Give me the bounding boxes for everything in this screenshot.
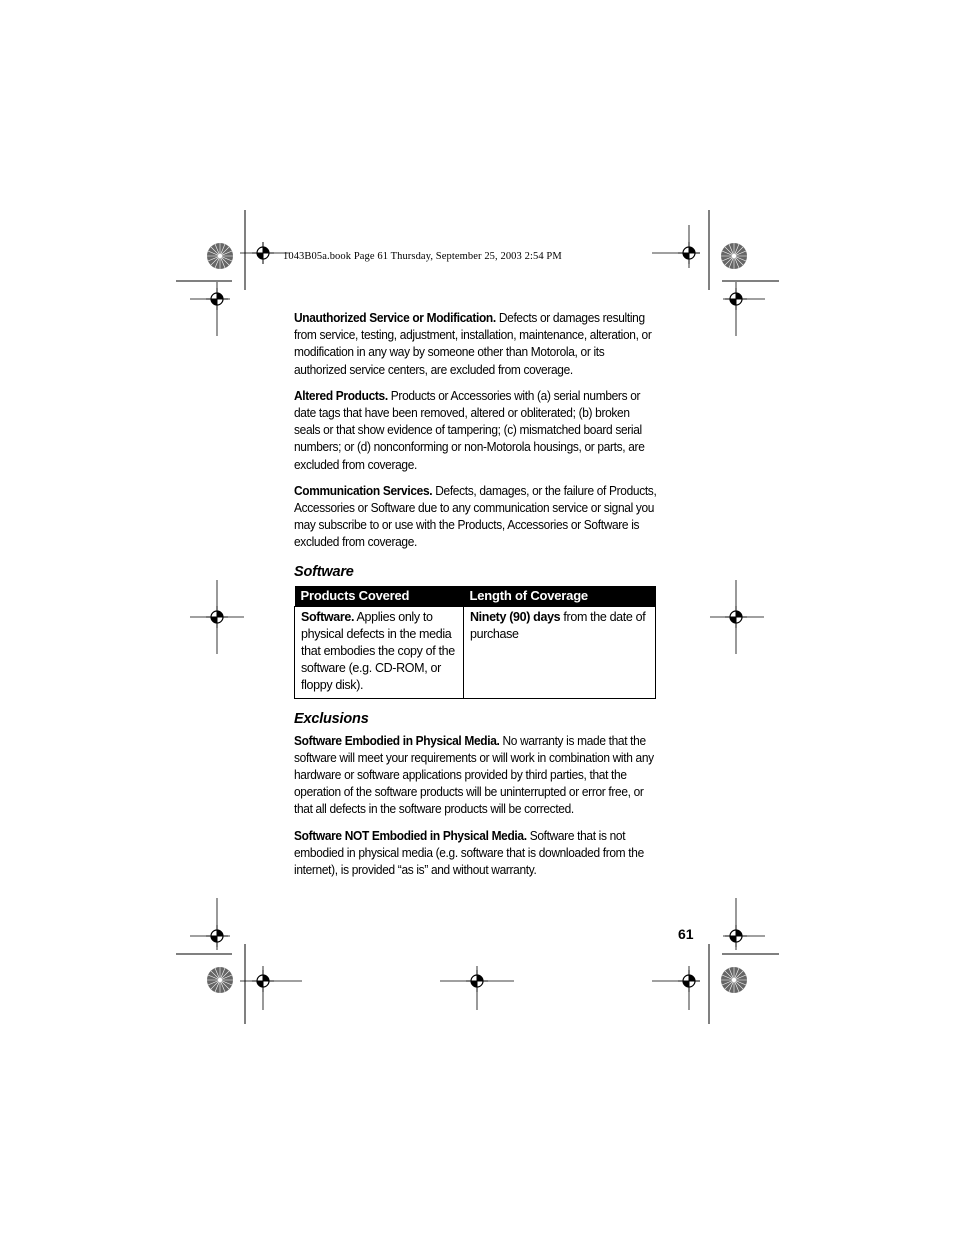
paragraph-heading: Software NOT Embodied in Physical Media. — [294, 828, 527, 843]
color-target-icon — [207, 243, 233, 269]
paragraph-altered-products — [294, 388, 657, 474]
paragraph-text: Software that is not embodied in physical media (e.g. software that is downloaded from the internet), is provided “as is” and without warranty. — [294, 828, 644, 878]
paragraph-heading: Software Embodied in Physical Media. — [294, 733, 500, 748]
column-header: Products Covered — [295, 586, 464, 607]
cell-heading: Ninety (90) days — [470, 609, 561, 624]
paragraph-heading: Altered Products. — [294, 388, 388, 403]
print-slug: 1043B05a.book Page 61 Thursday, September 25, 2003 2:54 PM — [283, 251, 562, 262]
table-cell-coverage — [464, 606, 656, 698]
table-cell-product — [295, 606, 464, 698]
paragraph-text: Defects, damages, or the failure of Products, Accessories or Software due to any communication service or signal you may subscribe to or use with the Products, Accessories or Software is excluded from coverage. — [294, 483, 657, 550]
cell-text: Applies only to physical defects in the media that embodies the copy of the software (e.g. CD-ROM, or floppy disk). — [301, 609, 455, 693]
paragraph-unauthorized-service — [294, 310, 657, 379]
cell-heading: Software. — [301, 609, 355, 624]
paragraph-heading: Communication Services. — [294, 483, 433, 498]
section-title-exclusions: Exclusions — [294, 710, 369, 727]
page-content — [294, 310, 656, 888]
paragraph-text: No warranty is made that the software will meet your requirements or will work in combination with any hardware or software applications provided by third parties, that the operation of the software products will be uninterrupted or error free, or that all defects in the software products will be corrected. — [294, 733, 654, 817]
section-title-software: Software — [294, 563, 354, 580]
paragraph-software-not-physical-media — [294, 828, 657, 880]
paragraph-heading: Unauthorized Service or Modification. — [294, 311, 496, 325]
paragraph-text: Products or Accessories with (a) serial numbers or date tags that have been removed, altered or obliterated; (b) broken seals or that show evidence of tampering; (c) mismatched board serial numbers; or (d) nonconforming or non-Motorola housings, or parts, are excluded from coverage. — [294, 388, 645, 472]
page-number: 61 — [678, 926, 694, 942]
cell-text: from the date of purchase — [470, 609, 646, 641]
paragraph-communication-services — [294, 483, 657, 552]
table-row — [295, 606, 656, 698]
column-header: Length of Coverage — [464, 586, 656, 607]
coverage-table — [294, 586, 656, 699]
table-header-row — [295, 586, 656, 607]
paragraph-text: Defects or damages resulting from service, testing, adjustment, installation, maintenance, alteration, or modification in any way by someone other than Motorola, or its authorized service centers, are excluded from coverage. — [294, 311, 652, 377]
paragraph-software-physical-media — [294, 733, 657, 819]
